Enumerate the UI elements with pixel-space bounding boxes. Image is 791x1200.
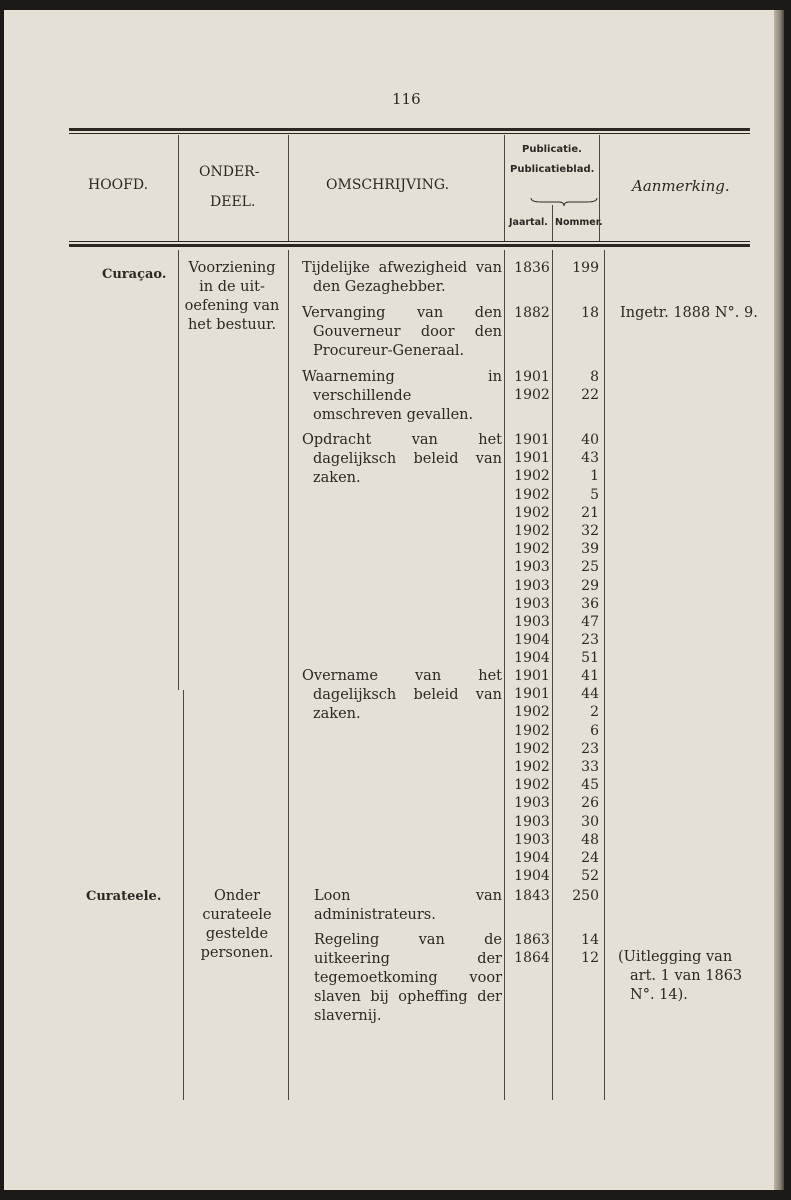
- hoofd-label: Curateele.: [86, 889, 162, 904]
- entry-years: 1863 1864: [514, 932, 550, 967]
- header-bottom-rule-thick: [69, 244, 750, 247]
- column-header-nommer: Nommer.: [555, 217, 603, 228]
- column-header-onderdeel-2: DEEL.: [210, 194, 256, 210]
- document-page: [4, 10, 774, 1190]
- entry-remark: (Uitlegging van art. 1 van 1863 N°. 14).: [618, 949, 743, 1003]
- entry-description: Waarneming in verschillende omschreven gevallen.: [302, 369, 502, 423]
- entry-description: Tijdelijke afwezigheid van den Gezaghebber.: [302, 260, 502, 295]
- body-divider: [604, 250, 605, 1100]
- header-top-rule: [69, 128, 750, 131]
- entry-description: Overname van het dagelijksch beleid van zaken.: [302, 668, 502, 722]
- column-header-publicatie: Publicatie.: [522, 144, 582, 155]
- header-divider: [552, 205, 553, 241]
- column-header-hoofd: HOOFD.: [88, 177, 149, 193]
- entry-description: Vervanging van den Gouverneur door den Procureur-Generaal.: [302, 305, 502, 359]
- entry-years: 1843: [514, 888, 550, 904]
- column-header-onderdeel-1: ONDER-: [199, 164, 260, 180]
- entry-description: Loon van administrateurs.: [314, 888, 502, 923]
- entry-years: 1901 1902: [514, 369, 550, 404]
- entry-numbers: 250: [572, 888, 599, 904]
- header-divider: [178, 135, 179, 241]
- header-top-rule-thin: [69, 133, 750, 134]
- entry-remark: Ingetr. 1888 N°. 9.: [620, 305, 758, 321]
- entry-years: 1882: [514, 305, 550, 321]
- column-header-aanmerking: Aanmerking.: [632, 177, 730, 195]
- column-header-omschrijving: OMSCHRIJVING.: [326, 177, 450, 193]
- brace-icon: [529, 195, 599, 207]
- entry-numbers: 199: [572, 260, 599, 276]
- body-divider: [504, 250, 505, 1100]
- entry-description: Opdracht van het dagelijksch beleid van zaken.: [302, 432, 502, 486]
- entry-numbers: 41 44 2 6 23 33 45 26 30 48 24 52: [581, 668, 599, 885]
- onderdeel-label: Voorziening in de uit- oefening van het bestuur.: [184, 260, 280, 333]
- entry-years: 1836: [514, 260, 550, 276]
- header-bottom-rule: [69, 241, 750, 242]
- entry-numbers: 18: [581, 305, 599, 321]
- column-header-jaartal: Jaartal.: [509, 217, 548, 228]
- page-number: 116: [392, 90, 421, 108]
- entry-years: 1901 1901 1902 1902 1902 1902 1902 1903 1903 1903 1904 1904: [514, 668, 550, 885]
- column-header-publicatieblad: Publicatieblad.: [510, 164, 595, 175]
- onderdeel-label: Onder curateele gestelde personen.: [200, 888, 274, 961]
- entry-numbers: 8 22: [581, 369, 599, 404]
- body-divider: [288, 250, 289, 1100]
- entry-numbers: 14 12: [581, 932, 599, 967]
- entry-numbers: 40 43 1 5 21 32 39 25 29 36 47 23 51: [581, 432, 599, 667]
- entry-description: Regeling van de uitkeering der tegemoetkoming voor slaven bij opheffing der slavernij.: [314, 932, 502, 1024]
- hoofd-label: Curaçao.: [102, 267, 167, 282]
- header-divider: [504, 135, 505, 241]
- header-divider: [288, 135, 289, 241]
- entry-years: 1901 1901 1902 1902 1902 1902 1902 1903 1903 1903 1903 1904 1904: [514, 432, 550, 667]
- page-edge: [774, 10, 784, 1190]
